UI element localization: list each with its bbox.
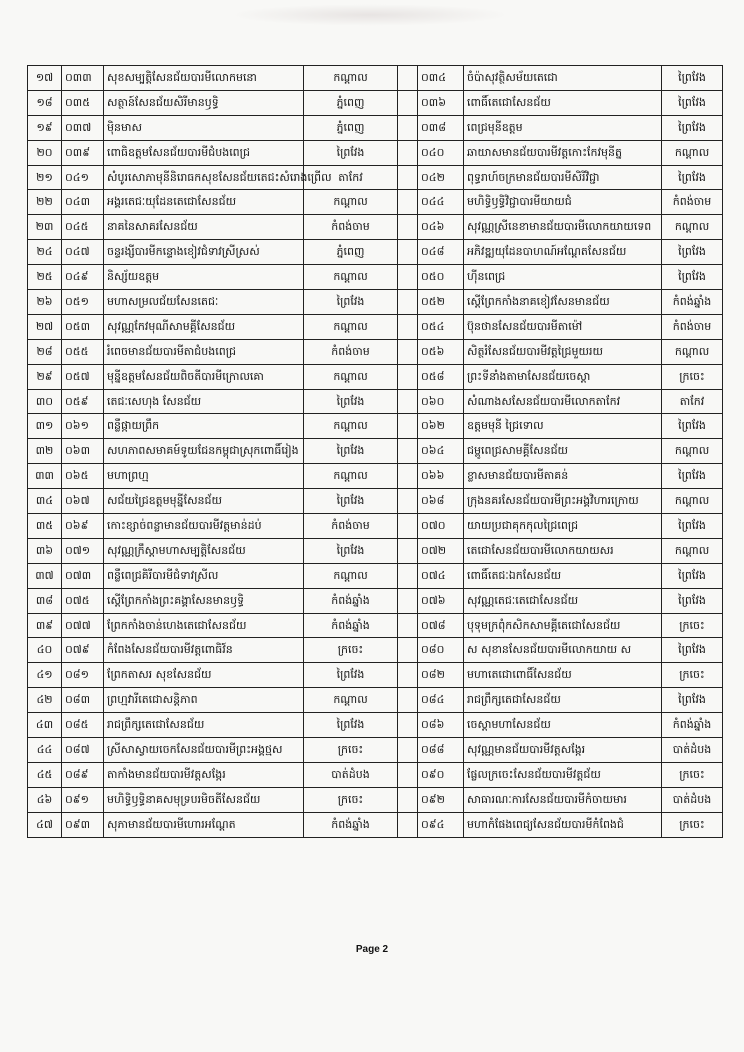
code-right: ០៣៤ [418,66,464,91]
name-right: សុវណ្ណមានជ័យបារមីវត្តសង្កែរ [464,738,662,763]
name-right: អភិវឌ្ឍយុដែនបាហណ៍អណ្ដែតសែនជ័យ [464,240,662,265]
province-right: ព្រៃវែង [662,165,723,190]
name-right: សំណាងសសែនជ័យបារមីលោកតាកែវ [464,389,662,414]
code-right: ០៩៤ [418,812,464,837]
row-number: ២២ [28,190,62,215]
name-right: រាជព្រឹក្សតេជាសែនជ័យ [464,688,662,713]
scan-smudge [230,4,510,26]
table-row [28,215,723,240]
row-number: ២៤ [28,240,62,265]
province-left: កំពង់ឆ្នាំង [304,613,398,638]
province-right: កំពង់ឆ្នាំង [662,713,723,738]
province-right: កំពង់ចាម [662,314,723,339]
code-left: ០៧៥ [62,588,104,613]
gap-cell [398,514,418,539]
province-right: ព្រៃវែង [662,638,723,663]
code-left: ០៣៣ [62,66,104,91]
code-left: ០៧៩ [62,638,104,663]
name-right: សុវណ្ណតេជៈតេជោសែនជ័យ [464,588,662,613]
code-left: ០៦៣ [62,439,104,464]
row-number: ៤២ [28,688,62,713]
gap-cell [398,538,418,563]
table-row [28,290,723,315]
name-left: ម៉ិនមាស [104,115,304,140]
code-left: ០៤៩ [62,265,104,290]
table-row [28,563,723,588]
table-row [28,588,723,613]
name-right: មហាកំផែងពេជ្យសែនជ័យបារមីកំពែងជំ [464,812,662,837]
row-number: ៣៥ [28,514,62,539]
code-left: ០៣៩ [62,140,104,165]
province-right: ក្រចេះ [662,812,723,837]
province-left: ព្រៃវែង [304,489,398,514]
gap-cell [398,364,418,389]
province-left: កណ្ដាល [304,688,398,713]
province-right: កំពង់ចាម [662,190,723,215]
code-left: ០៤១ [62,165,104,190]
province-right: ក្រចេះ [662,663,723,688]
table-row [28,265,723,290]
row-number: ២៨ [28,339,62,364]
code-right: ០៥២ [418,290,464,315]
row-number: ៤០ [28,638,62,663]
province-left: ក្រចេះ [304,738,398,763]
code-right: ០៨៨ [418,738,464,763]
name-right: យាយប្រជាគុកកុលជ្រៃពេជ្រ [464,514,662,539]
code-right: ០៨៤ [418,688,464,713]
province-right: ព្រៃវែង [662,588,723,613]
code-right: ០៦០ [418,389,464,414]
gap-cell [398,787,418,812]
table-row [28,339,723,364]
code-left: ០៩១ [62,787,104,812]
code-right: ០៨២ [418,663,464,688]
name-right: ឆាយាសមានជ័យបារមីវត្តកោះកែវមុនីត្ន [464,140,662,165]
row-number: ៣៤ [28,489,62,514]
code-left: ០៥៧ [62,364,104,389]
code-right: ០៨០ [418,638,464,663]
gap-cell [398,339,418,364]
table-row [28,514,723,539]
name-left: ពន្លឺផ្កាយព្រឹក [104,414,304,439]
gap-cell [398,240,418,265]
code-left: ០៥១ [62,290,104,315]
table-row [28,464,723,489]
gap-cell [398,663,418,688]
province-right: កណ្ដាល [662,439,723,464]
gap-cell [398,738,418,763]
gap-cell [398,588,418,613]
code-left: ០៨៥ [62,713,104,738]
name-right: សុវណ្ណស្រីនេខាមានជ័យបារមីលោកយាយទេព [464,215,662,240]
code-right: ០៨៦ [418,713,464,738]
province-right: កណ្ដាល [662,339,723,364]
gap-cell [398,190,418,215]
table-row [28,389,723,414]
name-left: តាកាំងមានជ័យបារមីវត្តសង្កែរ [104,762,304,787]
name-left: មហិទ្ធិឫទ្ធិនាគសមុទ្របរមិចតីសែនជ័យ [104,787,304,812]
gap-cell [398,165,418,190]
name-left: ព្រែកកាំងចាន់ហេងតេជោសែនជ័យ [104,613,304,638]
province-left: កណ្ដាល [304,364,398,389]
gap-cell [398,439,418,464]
name-left: សុវណ្ណកែវមុណីសាមគ្គីសែនជ័យ [104,314,304,339]
name-left: ចន្ទរង្សីបារមីកន្ទោងខៀវជំទាវស្រីស្រស់ [104,240,304,265]
name-left: រាជព្រឹក្សតេជោសែនជ័យ [104,713,304,738]
code-right: ០៦២ [418,414,464,439]
name-right: ចំប៉ាសុវត្ថិសម័យតេជោ [464,66,662,91]
name-left: សជ័យជ្រៃឧត្តមមុន្នីសែនជ័យ [104,489,304,514]
province-left: ភ្នំពេញ [304,90,398,115]
code-right: ០៦៤ [418,439,464,464]
name-left: និស្ស័យឧត្តម [104,265,304,290]
code-left: ០៧៧ [62,613,104,638]
row-number: ៣៣ [28,464,62,489]
name-left: មុន្នីឧត្តមសែនជ័យពិចតីបារមីក្រោលគោ [104,364,304,389]
code-right: ០៥៨ [418,364,464,389]
name-left: កំពែងសែនជ័យបារមីវត្តពោធិវ៍ន [104,638,304,663]
row-number: ២៧ [28,314,62,339]
row-number: ៤១ [28,663,62,688]
gap-cell [398,389,418,414]
name-left: ព្រហ្មវារីតេជោសន្តិភាព [104,688,304,713]
table-row [28,240,723,265]
province-right: ព្រៃវែង [662,688,723,713]
code-left: ០៩៣ [62,812,104,837]
code-right: ០៩០ [418,762,464,787]
province-right: កំពង់ឆ្នាំង [662,290,723,315]
code-left: ០៦៩ [62,514,104,539]
name-left: ពន្លឺពេជ្រគិរីបារមីជំទាវស្រីល [104,563,304,588]
table-row [28,414,723,439]
code-right: ០៣៦ [418,90,464,115]
name-right: ក្រុងនគរសែនជ័យបារមីព្រះអង្គវិហារក្រោយ [464,489,662,514]
row-number: ៤៥ [28,762,62,787]
code-right: ០៤៨ [418,240,464,265]
table-row [28,489,723,514]
province-right: ព្រៃវែង [662,115,723,140]
code-left: ០៤៧ [62,240,104,265]
code-right: ០៩២ [418,787,464,812]
code-right: ០៣៨ [418,115,464,140]
row-number: ២៦ [28,290,62,315]
code-left: ០៣៧ [62,115,104,140]
name-left: សំបូរសោភាមុនីនិរោធកសុខសែនជ័យតេជះសំរោងព្រើល [104,165,304,190]
province-left: កណ្ដាល [304,314,398,339]
province-right: ព្រៃវែង [662,563,723,588]
province-right: ព្រៃវែង [662,240,723,265]
table-row [28,713,723,738]
table-row [28,613,723,638]
table-row [28,190,723,215]
code-right: ០៤៦ [418,215,464,240]
table-row [28,538,723,563]
code-right: ០៦៦ [418,464,464,489]
gap-cell [398,489,418,514]
code-right: ០៤២ [418,165,464,190]
code-right: ០៦៨ [418,489,464,514]
province-left: ក្រចេះ [304,638,398,663]
province-left: កំពង់ចាម [304,514,398,539]
name-left: ពោធិឧត្តមសែនជ័យបារមីជំបងពេជ្រ [104,140,304,165]
table-row [28,812,723,837]
row-number: ២៣ [28,215,62,240]
name-left: ស្ដើព្រែកកាំងព្រះគង្គាសែនមានឫទ្ធិ [104,588,304,613]
name-right: សាធារណៈការសែនជ័យបារមីកំចាយមារ [464,787,662,812]
code-left: ០៨៩ [62,762,104,787]
code-left: ០៦៥ [62,464,104,489]
province-left: កណ្ដាល [304,265,398,290]
name-left: សុខសម្បត្តិសែនជ័យបារមីលោកមនោ [104,66,304,91]
province-left: ព្រៃវែង [304,140,398,165]
province-right: បាត់ដំបង [662,738,723,763]
name-right: ពោធិ៍តេជៈឯកសែនជ័យ [464,563,662,588]
row-number: ២៩ [28,364,62,389]
province-right: ព្រៃវែង [662,90,723,115]
name-right: ខ្លាសមានជ័យបារមីតាគន់ [464,464,662,489]
province-right: បាត់ដំបង [662,787,723,812]
name-left: សហភាពសមាគម៍ទូយជែនកម្ពុជាស្រុកពោធិ៍រៀង [104,439,304,464]
code-right: ០៤០ [418,140,464,165]
province-right: ព្រៃវែង [662,66,723,91]
code-left: ០៥៥ [62,339,104,364]
code-left: ០៦១ [62,414,104,439]
gap-cell [398,90,418,115]
row-number: ៣០ [28,389,62,414]
code-left: ០៤៥ [62,215,104,240]
gap-cell [398,613,418,638]
code-right: ០៧៦ [418,588,464,613]
row-number: ៤៦ [28,787,62,812]
table-body [28,66,723,838]
name-right: សិត្ថរំសែនជ័យបារមីវត្តជ្រៃមួយរយ [464,339,662,364]
table-row [28,314,723,339]
code-right: ០៤៤ [418,190,464,215]
province-right: ព្រៃវែង [662,514,723,539]
province-right: កណ្ដាល [662,489,723,514]
province-left: ព្រៃវែង [304,389,398,414]
province-left: កណ្ដាល [304,563,398,588]
code-right: ០៧៤ [418,563,464,588]
name-left: សត្ថាន៍សែនជ័យសិរីមានឫទ្ធិ [104,90,304,115]
row-number: ១៩ [28,115,62,140]
code-left: ០៣៥ [62,90,104,115]
gap-cell [398,464,418,489]
name-right: មហិទ្ធិឫទ្ធិវិជ្ជាបារមីយាយជំ [464,190,662,215]
code-right: ០៥៦ [418,339,464,364]
code-left: ០៦៧ [62,489,104,514]
province-right: កណ្ដាល [662,140,723,165]
gap-cell [398,265,418,290]
code-left: ០៧១ [62,538,104,563]
province-left: កណ្ដាល [304,66,398,91]
code-left: ០៥៣ [62,314,104,339]
province-left: ព្រៃវែង [304,290,398,315]
name-right: ពុទ្ធរាហ៍ចក្រមានជ័យបារមីសិរីវិជ្ជា [464,165,662,190]
gap-cell [398,140,418,165]
table-row [28,364,723,389]
code-left: ០៧៣ [62,563,104,588]
name-right: ចេស្ដាមហាសែនជ័យ [464,713,662,738]
province-left: បាត់ដំបង [304,762,398,787]
row-number: ១៨ [28,90,62,115]
name-left: អង្គរតេជៈយុដែនតេជោសែនជ័យ [104,190,304,215]
row-number: ៣៧ [28,563,62,588]
table-row [28,663,723,688]
gap-cell [398,762,418,787]
row-number: ៣១ [28,414,62,439]
province-right: កណ្ដាល [662,215,723,240]
name-right: មហាតេជោពោធិ៍សែនជ័យ [464,663,662,688]
name-left: សុភាមានជ័យបារមីហោរអណ្ដែត [104,812,304,837]
gap-cell [398,314,418,339]
province-right: តាកែវ [662,389,723,414]
row-number: ៤៣ [28,713,62,738]
table-row [28,140,723,165]
province-left: ក្រចេះ [304,787,398,812]
row-number: ៣៩ [28,613,62,638]
row-number: ២៥ [28,265,62,290]
province-left: ព្រៃវែង [304,439,398,464]
row-number: ១៧ [28,66,62,91]
province-left: កំពង់ឆ្នាំង [304,588,398,613]
gap-cell [398,688,418,713]
row-number: ៣៨ [28,588,62,613]
name-right: តេជោសែនជ័យបារមីលោកយាយសរ [464,538,662,563]
province-left: ភ្នំពេញ [304,115,398,140]
code-left: ០៨៣ [62,688,104,713]
table-row [28,115,723,140]
gap-cell [398,414,418,439]
province-left: កណ្ដាល [304,464,398,489]
code-right: ០៥០ [418,265,464,290]
name-right: ហ៊ីនពេជ្រ [464,265,662,290]
province-left: ភ្នំពេញ [304,240,398,265]
name-left: ស្រីសាស្វាយចេកសែនជ័យបារមីព្រះអង្គថ្មស [104,738,304,763]
code-left: ០៨១ [62,663,104,688]
name-left: ព្រែកតាសរ សុខសែនជ័យ [104,663,304,688]
gap-cell [398,66,418,91]
name-right: ព្រះទីនាំងតាមាសែនជ័យចេស្ដា [464,364,662,389]
code-left: ០៤៣ [62,190,104,215]
province-left: កំពង់ចាម [304,339,398,364]
row-number: ២០ [28,140,62,165]
name-right: ពេជ្រមុនីឧត្តម [464,115,662,140]
province-left: ព្រៃវែង [304,663,398,688]
province-left: កំពង់ឆ្នាំង [304,812,398,837]
table-row [28,66,723,91]
province-right: ព្រៃវែង [662,414,723,439]
province-right: ក្រចេះ [662,364,723,389]
code-right: ០៥៤ [418,314,464,339]
table-row [28,90,723,115]
province-left: ព្រៃវែង [304,713,398,738]
province-right: ព្រៃវែង [662,265,723,290]
row-number: ៤៧ [28,812,62,837]
row-number: ៤៤ [28,738,62,763]
province-right: ក្រចេះ [662,613,723,638]
name-right: ស សុខានសែនជ័យបារមីលោកយាយ ស [464,638,662,663]
code-left: ០៥៩ [62,389,104,414]
name-left: មហាព្រហ្ម [104,464,304,489]
province-left: ព្រៃវែង [304,538,398,563]
table-row [28,165,723,190]
name-right: ជម្ពូពេជ្រសាមគ្គីសែនជ័យ [464,439,662,464]
name-right: ឧត្តមមុនី ជ្រៃទោល [464,414,662,439]
code-left: ០៨៧ [62,738,104,763]
gap-cell [398,638,418,663]
table-row [28,688,723,713]
gap-cell [398,215,418,240]
name-left: រំពេចមានជ័យបារមីតាជំបងពេជ្រ [104,339,304,364]
name-right: ពោធិ៍តេជោសែនជ័យ [464,90,662,115]
name-right: បុទុមក្រពុំកសិកសាមគ្គីតេជោសែនជ័យ [464,613,662,638]
table-row [28,638,723,663]
name-right: ផ្លែលក្រចេះសែនជ័យបារមីវត្តជ័យ [464,762,662,787]
code-right: ០៧៨ [418,613,464,638]
name-left: នាគនៃសាគរសែនជ័យ [104,215,304,240]
gap-cell [398,115,418,140]
name-left: មហាសម្រលជ័យសែនតេជៈ [104,290,304,315]
table-row [28,787,723,812]
table-row [28,738,723,763]
province-left: កណ្ដាល [304,190,398,215]
gap-cell [398,290,418,315]
row-number: ៣២ [28,439,62,464]
page-footer: Page 2 [355,944,389,955]
name-right: ស្ដើព្រែកកាំងនាគខៀវសែនមានជ័យ [464,290,662,315]
code-right: ០៧០ [418,514,464,539]
name-left: កោះខ្សាច់ពន្លាមានជ័យបារមីវត្តមាន់ដប់ [104,514,304,539]
gap-cell [398,812,418,837]
province-left: កណ្ដាល [304,414,398,439]
table-row [28,439,723,464]
province-right: ក្រចេះ [662,762,723,787]
gap-cell [398,713,418,738]
province-left: កំពង់ចាម [304,215,398,240]
province-right: ព្រៃវែង [662,464,723,489]
name-right: ប៊ុនថានសែនជ័យបារមីតាម៉ៅ [464,314,662,339]
name-left: សុវណ្ណក្រឹស្តាមហាសម្បត្តិសែនជ័យ [104,538,304,563]
row-number: ៣៦ [28,538,62,563]
province-right: កណ្ដាល [662,538,723,563]
table-row [28,762,723,787]
province-left: តាកែវ [304,165,398,190]
row-number: ២១ [28,165,62,190]
gap-cell [398,563,418,588]
name-left: តេជៈសេហុង សែនជ័យ [104,389,304,414]
registry-table [27,65,723,838]
code-right: ០៧២ [418,538,464,563]
